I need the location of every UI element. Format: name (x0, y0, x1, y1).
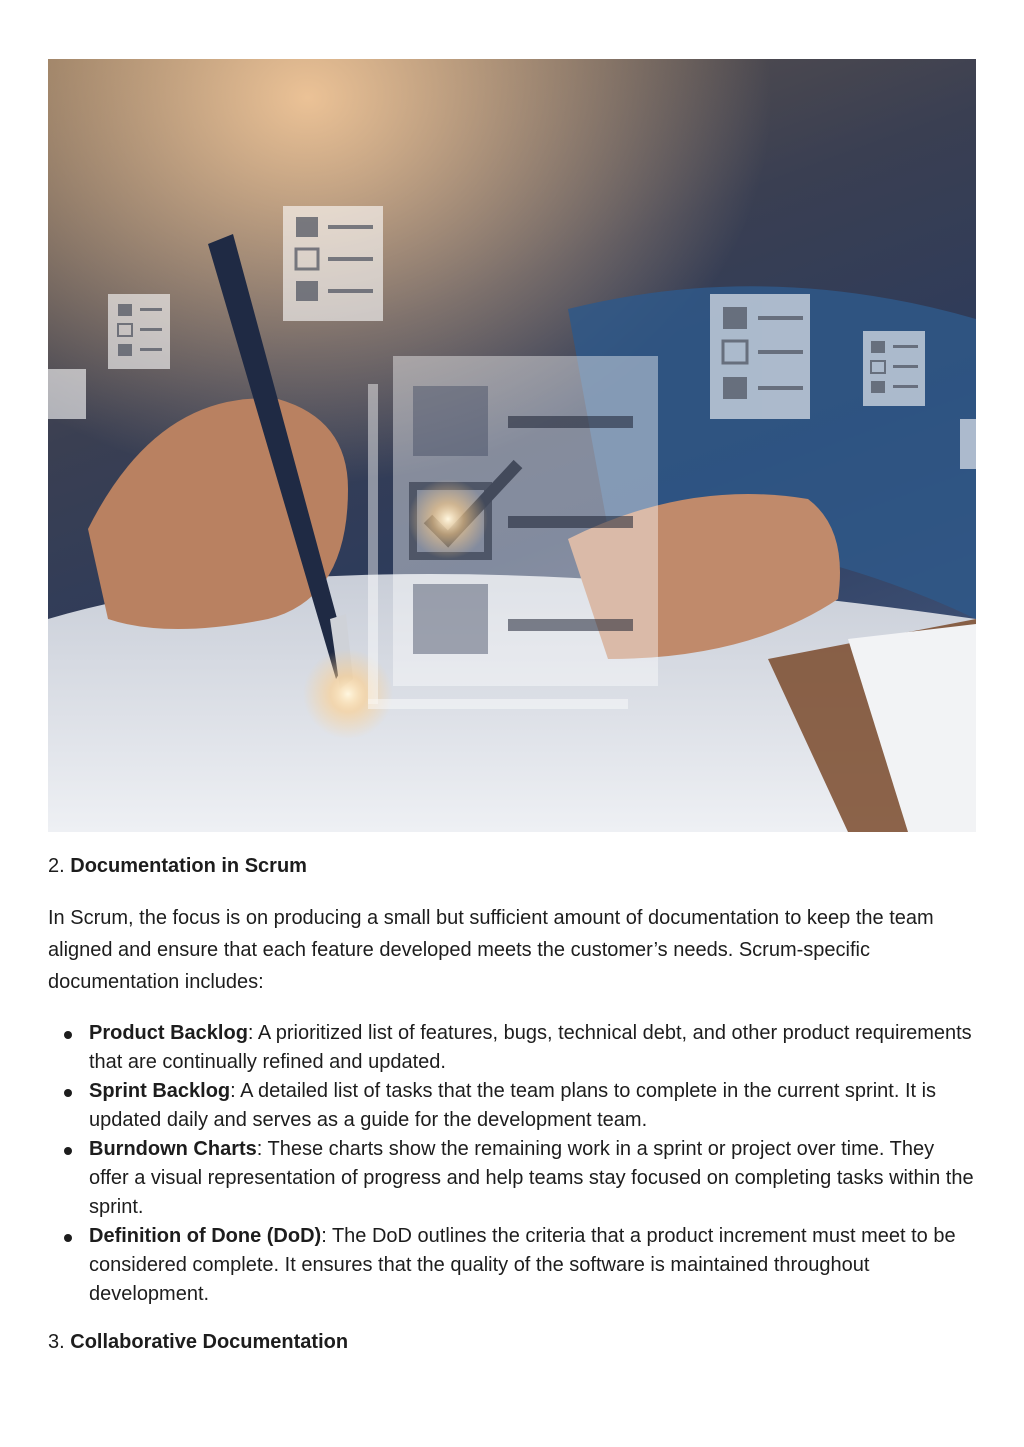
list-item (48, 1019, 978, 1077)
list-item-term: Product Backlog (89, 1022, 248, 1044)
list-item-term: Definition of Done (DoD) (89, 1225, 322, 1247)
list-item (48, 1135, 978, 1222)
section-title: Documentation in Scrum (70, 855, 307, 877)
list-item-text: : A prioritized list of features, bugs, technical debt, and other product requirements that are continually refined and updated. (89, 1022, 972, 1073)
list-item (48, 1222, 978, 1309)
list-item-text: : The DoD outlines the criteria that a product increment must meet to be considered complete. It ensures that the quality of the software is maintained throughout development. (89, 1225, 956, 1305)
list-item (48, 1077, 978, 1135)
list-item-term: Burndown Charts (89, 1138, 257, 1160)
hero-illustration (48, 59, 976, 832)
list-item-text: : A detailed list of tasks that the team plans to complete in the current sprint. It is updated daily and serves as a guide for the development team. (89, 1080, 937, 1131)
list-item-term: Sprint Backlog (89, 1080, 231, 1102)
scrum-documentation-list (48, 1019, 978, 1309)
section-number: 3. (48, 1331, 65, 1353)
intro-paragraph: In Scrum, the focus is on producing a small but sufficient amount of documentation to keep the team aligned and ensure that each feature developed meets the customer’s needs. Scrum-specific documentation includes: (48, 907, 934, 993)
list-item-text: : These charts show the remaining work in a sprint or project over time. They offer a visual representation of progress and help teams stay focused on completing tasks within the sprint. (89, 1138, 974, 1218)
section-title: Collaborative Documentation (70, 1331, 349, 1353)
section-heading-collaborative-documentation (48, 1329, 348, 1355)
section-heading-documentation-in-scrum (48, 853, 307, 879)
hero-image (48, 59, 976, 832)
section-number: 2. (48, 855, 65, 877)
